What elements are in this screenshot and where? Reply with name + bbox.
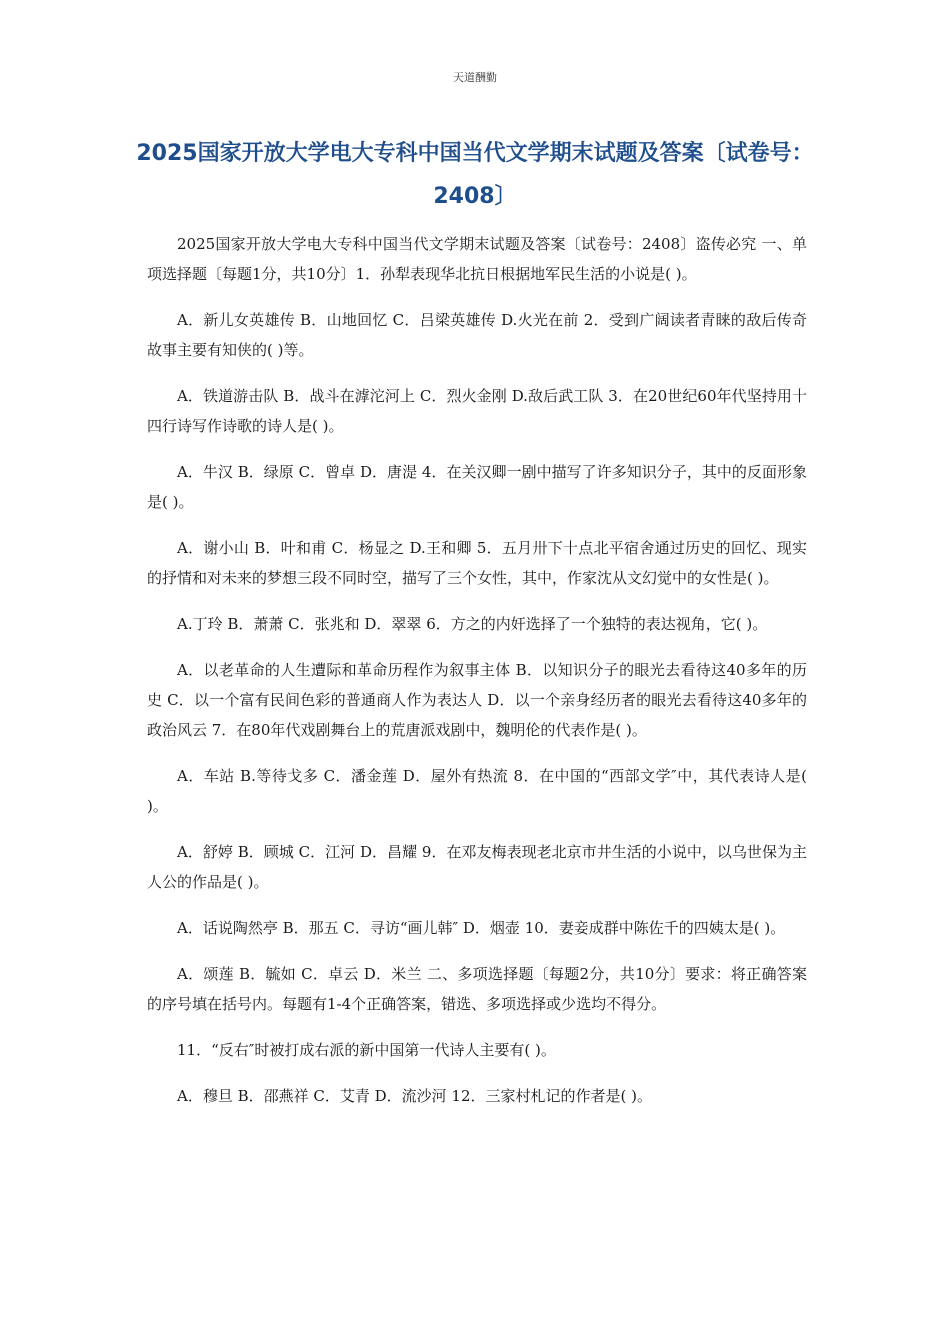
paragraph: A．铁道游击队 B．战斗在滹沱河上 C．烈火金刚 D.敌后武工队 3．在20世纪60年代坚持用十四行诗写作诗歌的诗人是( )。 bbox=[147, 387, 807, 435]
paragraph: A．颂莲 B．毓如 C．卓云 D．米兰 二、多项选择题〔每题2分，共10分〕要求：将正确答案的序号填在括号内。每题有1-4个正确答案，错选、多项选择或少选均不得分。 bbox=[147, 965, 807, 1013]
paragraph: A．以老革命的人生遭际和革命历程作为叙事主体 B．以知识分子的眼光去看待这40多年的历史 C．以一个富有民间色彩的普通商人作为表达人 D．以一个亲身经历者的眼光去看待这40多年的政治风云 7．在80年代戏剧舞台上的荒唐派戏剧中，魏明伦的代表作是( )。 bbox=[147, 661, 807, 739]
paragraph: A.丁玲 B．萧萧 C．张兆和 D．翠翠 6．方之的内奸选择了一个独特的表达视角，它( )。 bbox=[177, 615, 768, 633]
paragraph: A．谢小山 B．叶和甫 C．杨显之 D.王和卿 5．五月卅下十点北平宿舍通过历史的回忆、现实的抒情和对未来的梦想三段不同时空，描写了三个女性，其中，作家沈从文幻觉中的女性是( )。 bbox=[147, 539, 807, 587]
page-header: 天道酬勤 bbox=[453, 71, 497, 84]
paragraph: 11．“反右″时被打成右派的新中国第一代诗人主要有( )。 bbox=[177, 1041, 556, 1059]
document-body bbox=[147, 229, 807, 1127]
document-title: 2025国家开放大学电大专科中国当代文学期末试题及答案〔试卷号：2408〕 bbox=[136, 141, 814, 209]
paragraph: A．话说陶然亭 B．那五 C．寻访“画儿韩″ D．烟壶 10．妻妾成群中陈佐千的四姨太是( )。 bbox=[177, 919, 786, 937]
paragraph: A．舒婷 B．顾城 C．江河 D．昌耀 9．在邓友梅表现老北京市井生活的小说中，以乌世保为主人公的作品是( )。 bbox=[147, 843, 807, 891]
paragraph: A．车站 B.等待戈多 C．潘金莲 D．屋外有热流 8．在中国的“西部文学″中，其代表诗人是( )。 bbox=[147, 767, 807, 815]
paragraph: A．牛汉 B．绿原 C．曾卓 D．唐湜 4．在关汉卿一剧中描写了许多知识分子，其中的反面形象是( )。 bbox=[147, 463, 807, 511]
paragraph: 2025国家开放大学电大专科中国当代文学期末试题及答案〔试卷号：2408〕盗传必究 一、单项选择题〔每题1分，共10分〕1．孙犁表现华北抗日根据地军民生活的小说是( )。 bbox=[147, 235, 807, 283]
paragraph: A．穆旦 B．邵燕祥 C．艾青 D．流沙河 12．三家村札记的作者是( )。 bbox=[177, 1087, 652, 1105]
paragraph: A．新儿女英雄传 B．山地回忆 C．吕梁英雄传 D.火光在前 2．受到广阔读者青睐的敌后传奇故事主要有知侠的( )等。 bbox=[147, 311, 807, 359]
